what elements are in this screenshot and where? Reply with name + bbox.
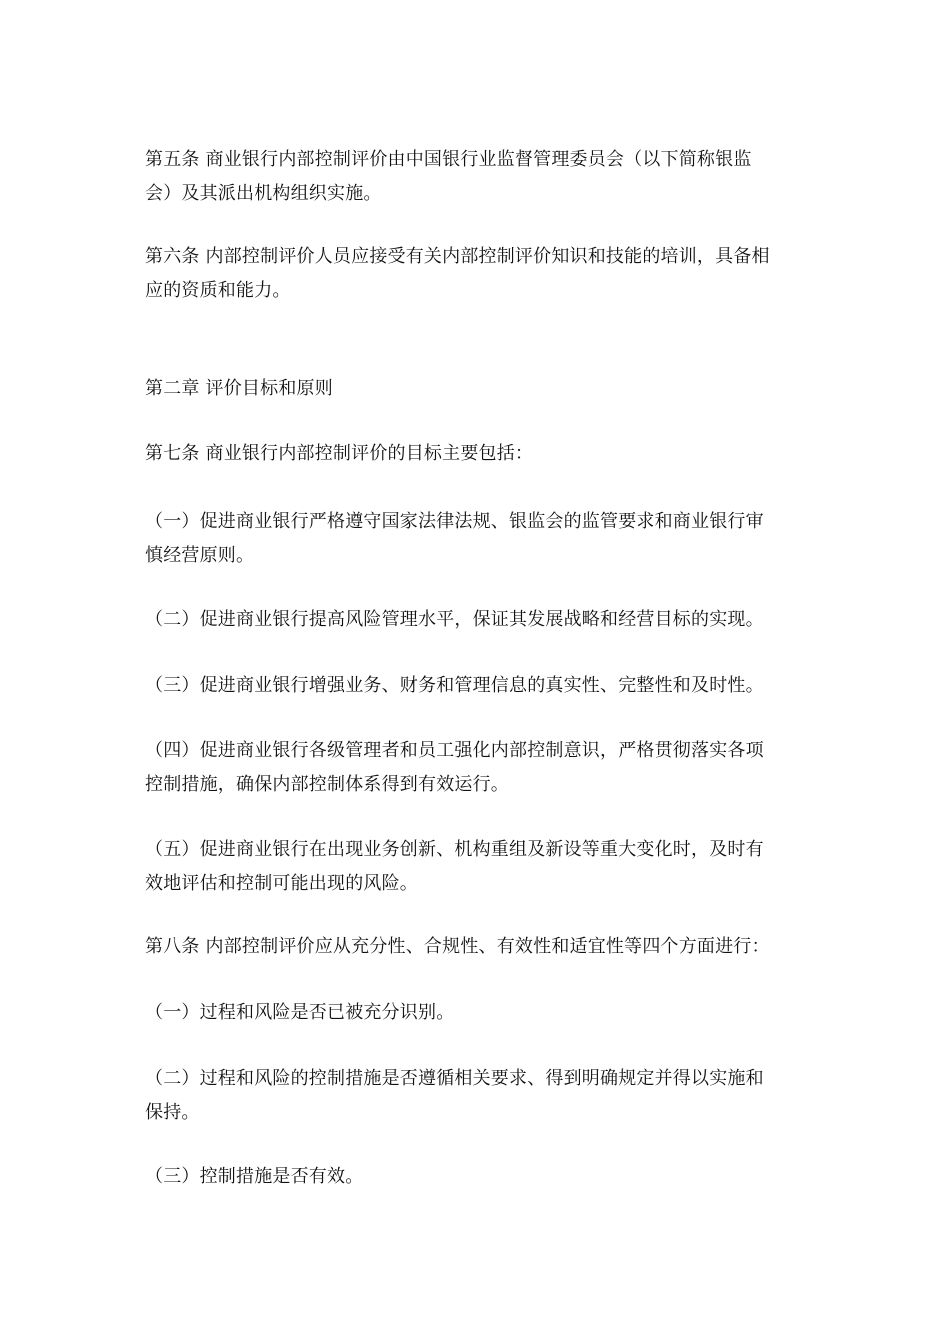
text-line: （三）控制措施是否有效。 (145, 1166, 364, 1187)
article-7-item-1 (145, 505, 810, 573)
article-8-item-1 (145, 996, 810, 1030)
text-line: 会）及其派出机构组织实施。 (145, 183, 382, 204)
text-line: （四）促进商业银行各级管理者和员工强化内部控制意识，严格贯彻落实各项 (145, 740, 764, 761)
text-line: 第六条 内部控制评价人员应接受有关内部控制评价知识和技能的培训，具备相 (145, 246, 770, 267)
article-6-paragraph (145, 240, 810, 308)
chapter-2-heading (145, 372, 810, 406)
text-line: 保持。 (145, 1102, 200, 1123)
text-line: 慎经营原则。 (145, 545, 255, 566)
text-line: 第八条 内部控制评价应从充分性、合规性、有效性和适宜性等四个方面进行： (145, 936, 770, 957)
text-line: 第五条 商业银行内部控制评价由中国银行业监督管理委员会（以下简称银监 (145, 149, 752, 170)
text-line: （五）促进商业银行在出现业务创新、机构重组及新设等重大变化时，及时有 (145, 839, 764, 860)
text-line: （一）促进商业银行严格遵守国家法律法规、银监会的监管要求和商业银行审 (145, 511, 764, 532)
article-8-paragraph (145, 930, 810, 964)
article-5-paragraph (145, 143, 810, 211)
article-7-item-5 (145, 833, 810, 901)
text-line: 应的资质和能力。 (145, 280, 291, 301)
text-line: （一）过程和风险是否已被充分识别。 (145, 1002, 455, 1023)
article-8-item-2 (145, 1062, 810, 1130)
text-line: 控制措施，确保内部控制体系得到有效运行。 (145, 774, 509, 795)
text-line: （三）促进商业银行增强业务、财务和管理信息的真实性、完整性和及时性。 (145, 675, 764, 696)
text-line: （二）过程和风险的控制措施是否遵循相关要求、得到明确规定并得以实施和 (145, 1068, 764, 1089)
article-7-item-3 (145, 669, 810, 703)
article-8-item-3 (145, 1160, 810, 1194)
text-line: 第七条 商业银行内部控制评价的目标主要包括： (145, 443, 534, 464)
article-7-item-4 (145, 734, 810, 802)
text-line: （二）促进商业银行提高风险管理水平，保证其发展战略和经营目标的实现。 (145, 609, 764, 630)
article-7-item-2 (145, 603, 810, 637)
text-line: 效地评估和控制可能出现的风险。 (145, 873, 418, 894)
text-line: 第二章 评价目标和原则 (145, 378, 333, 399)
article-7-paragraph (145, 437, 810, 471)
